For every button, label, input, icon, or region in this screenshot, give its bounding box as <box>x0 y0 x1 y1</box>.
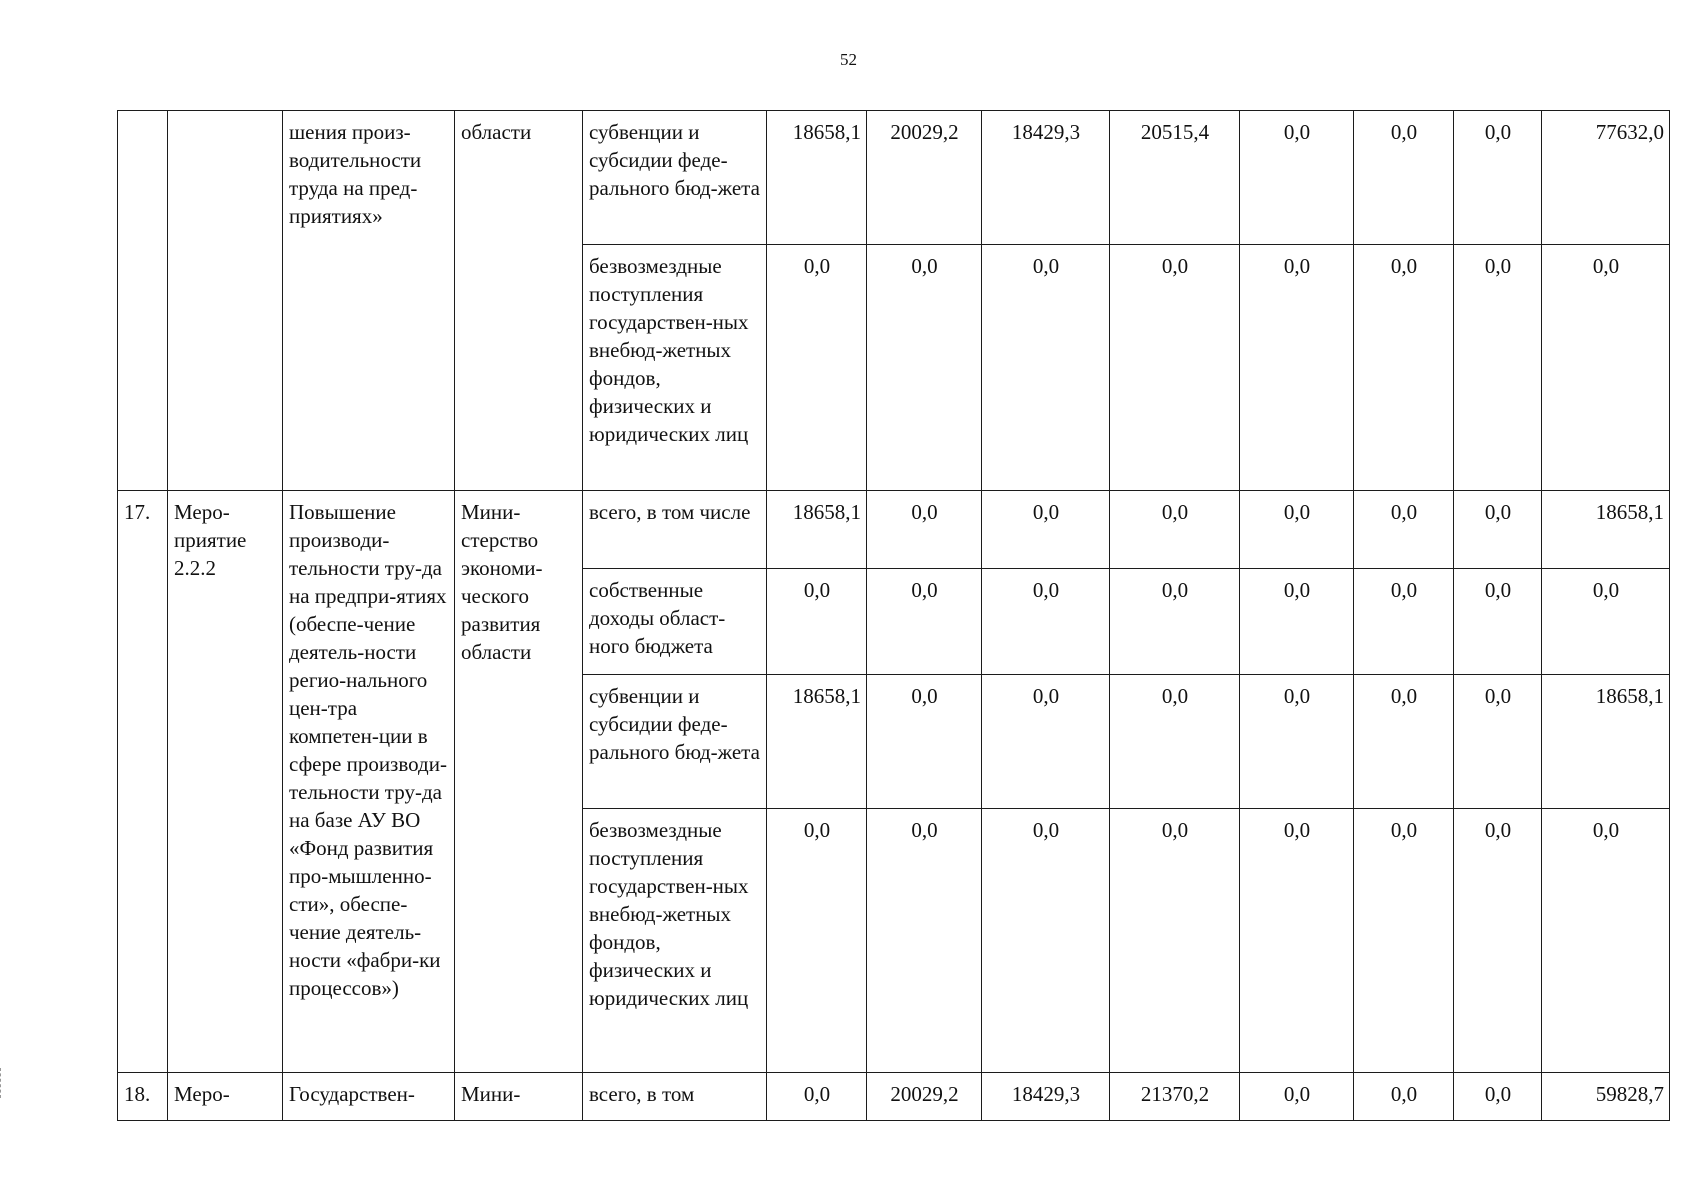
total-cell: 0,0 <box>1542 245 1670 491</box>
value-cell: 0,0 <box>867 569 982 675</box>
total-cell: 18658,1 <box>1542 491 1670 569</box>
total-cell: 59828,7 <box>1542 1073 1670 1121</box>
page-number: 52 <box>840 50 857 69</box>
value-cell: 18658,1 <box>767 111 867 245</box>
row-number-cell: 18. <box>118 1073 168 1121</box>
executor-cell: области <box>455 111 583 491</box>
value-cell: 0,0 <box>767 1073 867 1121</box>
table-row <box>118 491 1670 569</box>
value-cell: 0,0 <box>1110 245 1240 491</box>
scan-edge-marks <box>0 1068 4 1098</box>
event-name-cell: Государствен- <box>283 1073 455 1121</box>
value-cell: 0,0 <box>1240 111 1354 245</box>
value-cell: 18429,3 <box>982 111 1110 245</box>
value-cell: 0,0 <box>867 675 982 809</box>
executor-cell: Мини-стерство экономи-ческого развития области <box>455 491 583 1073</box>
funding-source-cell: субвенции и субсидии феде-рального бюд-жета <box>583 675 767 809</box>
value-cell: 0,0 <box>1454 675 1542 809</box>
value-cell: 0,0 <box>1354 245 1454 491</box>
value-cell: 0,0 <box>1454 111 1542 245</box>
funding-source-cell: безвозмездные поступления государствен-ных внебюд-жетных фондов, физических и юридических лиц <box>583 245 767 491</box>
value-cell: 21370,2 <box>1110 1073 1240 1121</box>
value-cell: 0,0 <box>1354 569 1454 675</box>
value-cell: 18429,3 <box>982 1073 1110 1121</box>
value-cell: 0,0 <box>1110 569 1240 675</box>
value-cell: 0,0 <box>1240 675 1354 809</box>
value-cell: 0,0 <box>982 245 1110 491</box>
value-cell: 0,0 <box>1110 809 1240 1073</box>
funding-source-cell: всего, в том числе <box>583 491 767 569</box>
value-cell: 0,0 <box>767 245 867 491</box>
total-cell: 77632,0 <box>1542 111 1670 245</box>
value-cell: 0,0 <box>1110 675 1240 809</box>
value-cell: 0,0 <box>1240 569 1354 675</box>
executor-cell: Мини- <box>455 1073 583 1121</box>
value-cell: 18658,1 <box>767 675 867 809</box>
row-number-cell: 17. <box>118 491 168 1073</box>
event-cell: Меро- <box>168 1073 283 1121</box>
value-cell: 0,0 <box>982 675 1110 809</box>
value-cell: 0,0 <box>1240 809 1354 1073</box>
value-cell: 18658,1 <box>767 491 867 569</box>
value-cell: 0,0 <box>867 245 982 491</box>
value-cell: 0,0 <box>1354 491 1454 569</box>
total-cell: 18658,1 <box>1542 675 1670 809</box>
value-cell: 0,0 <box>1240 1073 1354 1121</box>
value-cell: 20029,2 <box>867 1073 982 1121</box>
table-row <box>118 1073 1670 1121</box>
value-cell: 0,0 <box>1110 491 1240 569</box>
value-cell: 0,0 <box>1454 245 1542 491</box>
table-row <box>118 111 1670 245</box>
value-cell: 0,0 <box>767 809 867 1073</box>
event-cell <box>168 111 283 491</box>
value-cell: 0,0 <box>982 569 1110 675</box>
funding-source-cell: субвенции и субсидии феде-рального бюд-жета <box>583 111 767 245</box>
event-name-cell: шения произ-водительности труда на пред-приятиях» <box>283 111 455 491</box>
value-cell: 0,0 <box>1240 491 1354 569</box>
budget-table <box>117 110 1670 1121</box>
value-cell: 0,0 <box>867 809 982 1073</box>
value-cell: 0,0 <box>1454 569 1542 675</box>
value-cell: 0,0 <box>982 491 1110 569</box>
value-cell: 0,0 <box>867 491 982 569</box>
value-cell: 20029,2 <box>867 111 982 245</box>
value-cell: 0,0 <box>1240 245 1354 491</box>
funding-source-cell: собственные доходы област-ного бюджета <box>583 569 767 675</box>
row-number-cell <box>118 111 168 491</box>
value-cell: 0,0 <box>1454 491 1542 569</box>
funding-source-cell: всего, в том <box>583 1073 767 1121</box>
total-cell: 0,0 <box>1542 569 1670 675</box>
value-cell: 0,0 <box>1354 809 1454 1073</box>
value-cell: 0,0 <box>1354 111 1454 245</box>
event-name-cell: Повышение производи-тельности тру-да на предпри-ятиях (обеспе-чение деятель-ности регио-нального цен-тра компетен-ции в сфере производи-тельности тру-да на базе АУ ВО «Фонд развития про-мышленно-сти», обеспе-чение деятель-ности «фабри-ки процессов») <box>283 491 455 1073</box>
value-cell: 0,0 <box>1354 1073 1454 1121</box>
value-cell: 0,0 <box>1354 675 1454 809</box>
value-cell: 0,0 <box>1454 809 1542 1073</box>
value-cell: 0,0 <box>767 569 867 675</box>
total-cell: 0,0 <box>1542 809 1670 1073</box>
funding-source-cell: безвозмездные поступления государствен-ных внебюд-жетных фондов, физических и юридических лиц <box>583 809 767 1073</box>
value-cell: 0,0 <box>982 809 1110 1073</box>
value-cell: 0,0 <box>1454 1073 1542 1121</box>
value-cell: 20515,4 <box>1110 111 1240 245</box>
event-cell: Меро-приятие 2.2.2 <box>168 491 283 1073</box>
